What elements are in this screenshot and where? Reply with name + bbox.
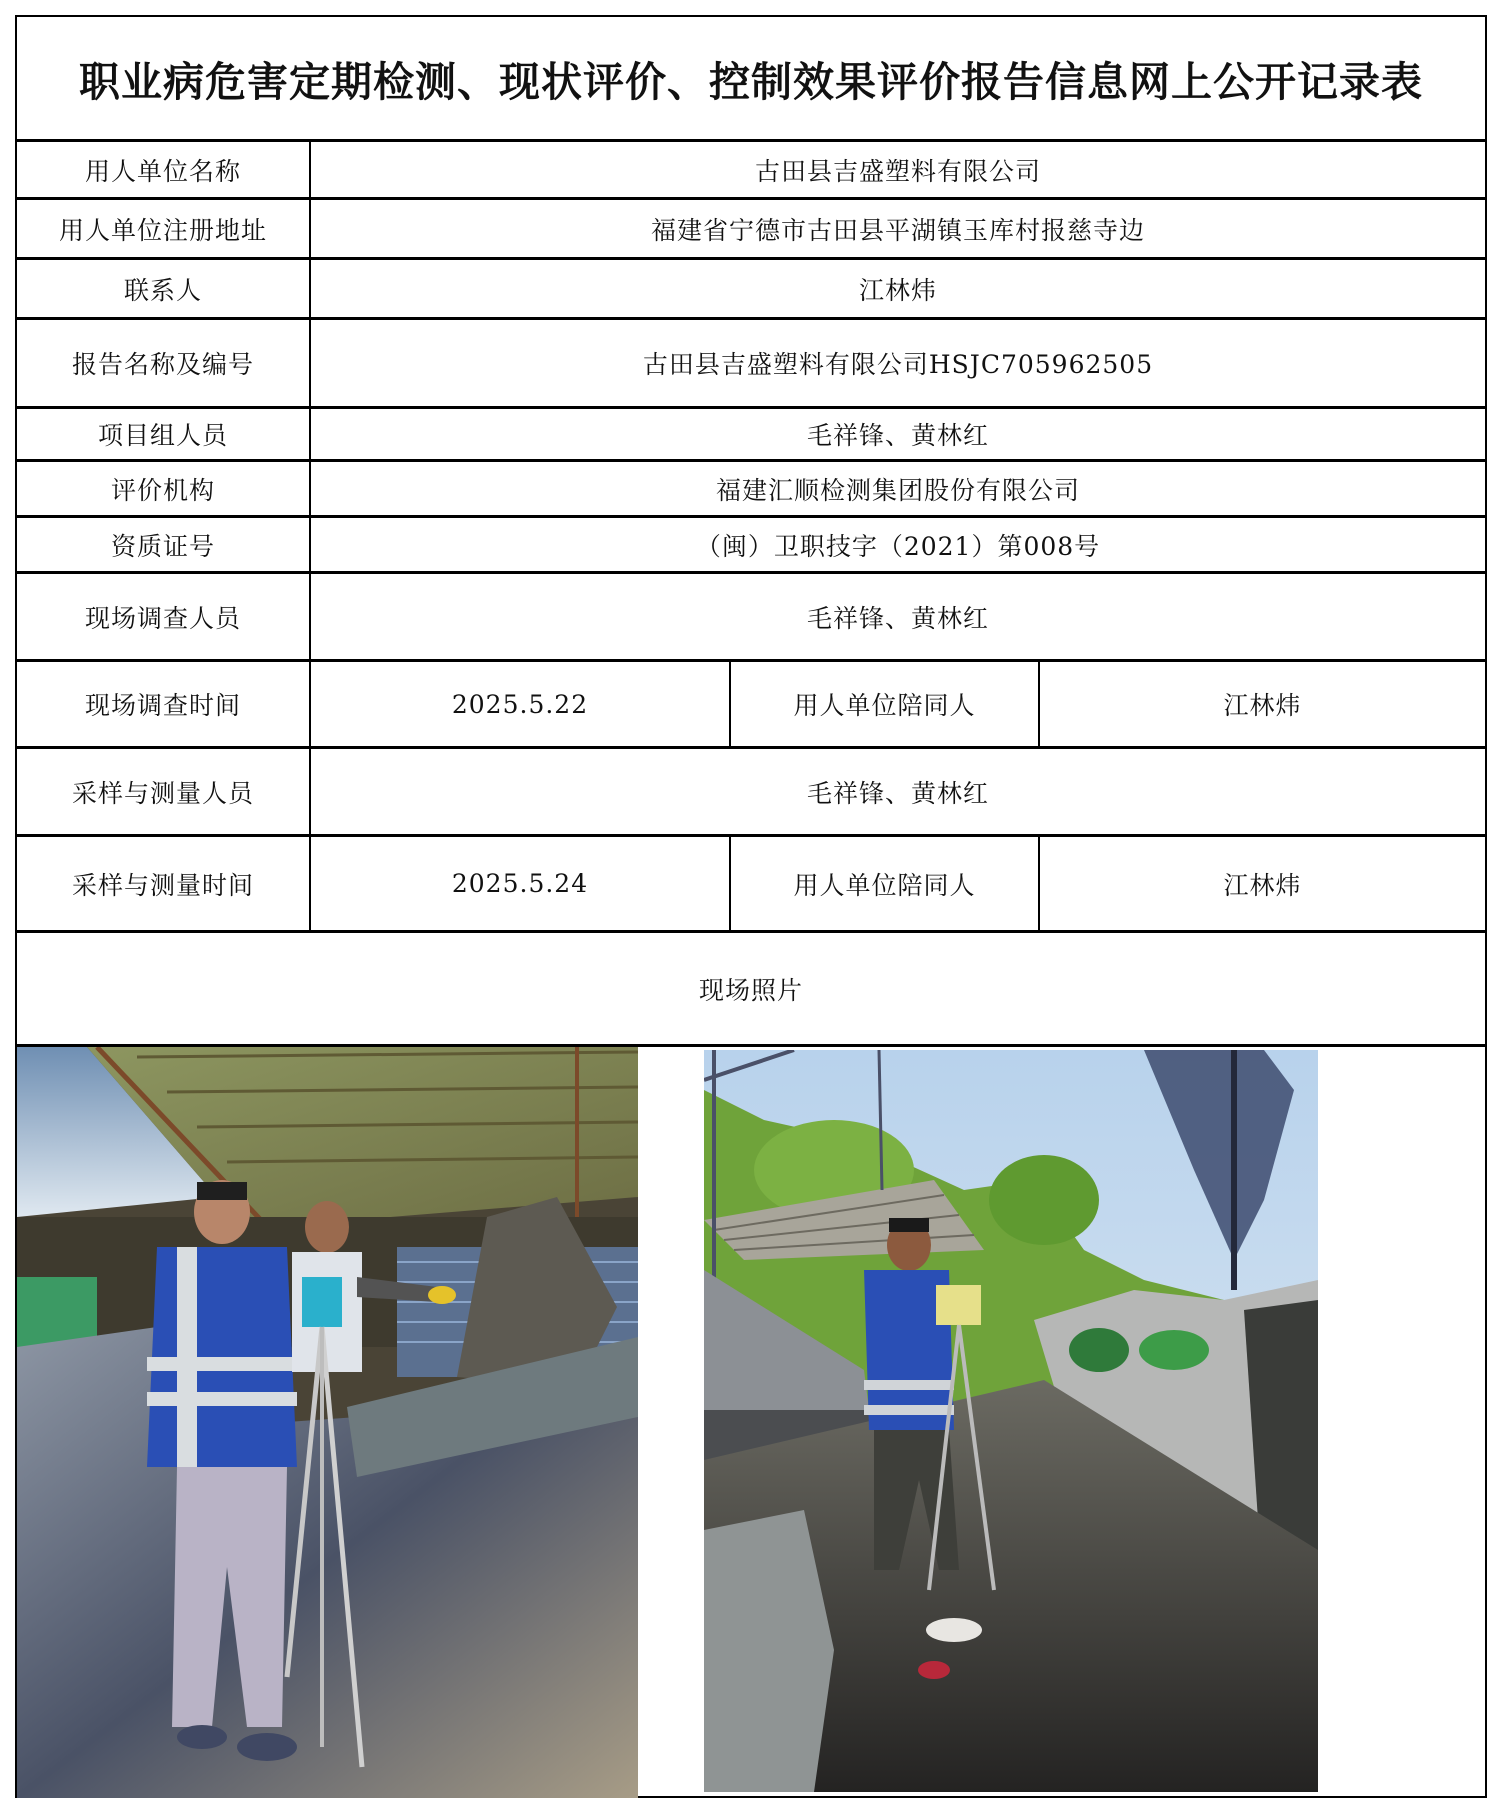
row-qualification-no	[17, 518, 1485, 574]
company-address-value: 福建省宁德市古田县平湖镇玉库村报慈寺边	[309, 200, 1485, 257]
field-label: 采样与测量时间	[71, 870, 254, 900]
field-label: 报告名称及编号	[71, 350, 254, 379]
field-label: 用人单位陪同人	[729, 662, 1038, 746]
sampling-companion-value: 江林炜	[1038, 837, 1485, 930]
photos-section-label: 现场照片	[698, 975, 803, 1005]
project-team-value: 毛祥锋、黄林红	[309, 409, 1485, 459]
field-label: 评价机构	[110, 475, 215, 505]
site-photo-1-image	[17, 1047, 638, 1798]
row-project-team	[17, 409, 1485, 462]
title-row	[17, 17, 1485, 142]
site-photo-2	[704, 1050, 1318, 1792]
disclosure-record-table	[15, 15, 1487, 1798]
site-photo-1	[17, 1047, 638, 1798]
page-title: 职业病危害定期检测、现状评价、控制效果评价报告信息网上公开记录表	[79, 57, 1423, 106]
field-label: 用人单位名称	[84, 156, 241, 186]
contact-value: 江林炜	[309, 260, 1485, 317]
field-label: 项目组人员	[97, 421, 228, 450]
field-label: 现场调查时间	[84, 691, 241, 720]
survey-companion-value: 江林炜	[1038, 662, 1485, 746]
field-label: 采样与测量人员	[71, 778, 254, 808]
sampling-date-value: 2025.5.24	[309, 837, 729, 930]
qualification-no-value: （闽）卫职技字（2021）第008号	[309, 518, 1485, 571]
field-label: 现场调查人员	[84, 603, 241, 633]
evaluation-agency-value: 福建汇顺检测集团股份有限公司	[309, 462, 1485, 515]
row-evaluation-agency	[17, 462, 1485, 518]
row-photos-header	[17, 933, 1485, 1047]
site-photos	[17, 1047, 1485, 1798]
field-label: 联系人	[123, 275, 202, 305]
sampling-staff-value: 毛祥锋、黄林红	[309, 749, 1485, 834]
row-company-name	[17, 142, 1485, 200]
company-name-value: 古田县吉盛塑料有限公司	[309, 142, 1485, 197]
field-label: 资质证号	[110, 531, 215, 561]
row-sampling-staff	[17, 749, 1485, 837]
row-contact	[17, 260, 1485, 320]
row-report-name	[17, 320, 1485, 409]
row-survey-staff	[17, 574, 1485, 662]
survey-staff-value: 毛祥锋、黄林红	[309, 574, 1485, 659]
survey-date-value: 2025.5.22	[309, 662, 729, 746]
report-name-value: 古田县吉盛塑料有限公司HSJC705962505	[309, 320, 1485, 406]
row-survey-time	[17, 662, 1485, 749]
field-label: 用人单位陪同人	[729, 837, 1038, 930]
row-company-address	[17, 200, 1485, 260]
row-sampling-time	[17, 837, 1485, 933]
site-photo-2-image	[704, 1050, 1318, 1792]
field-label: 用人单位注册地址	[58, 215, 267, 245]
